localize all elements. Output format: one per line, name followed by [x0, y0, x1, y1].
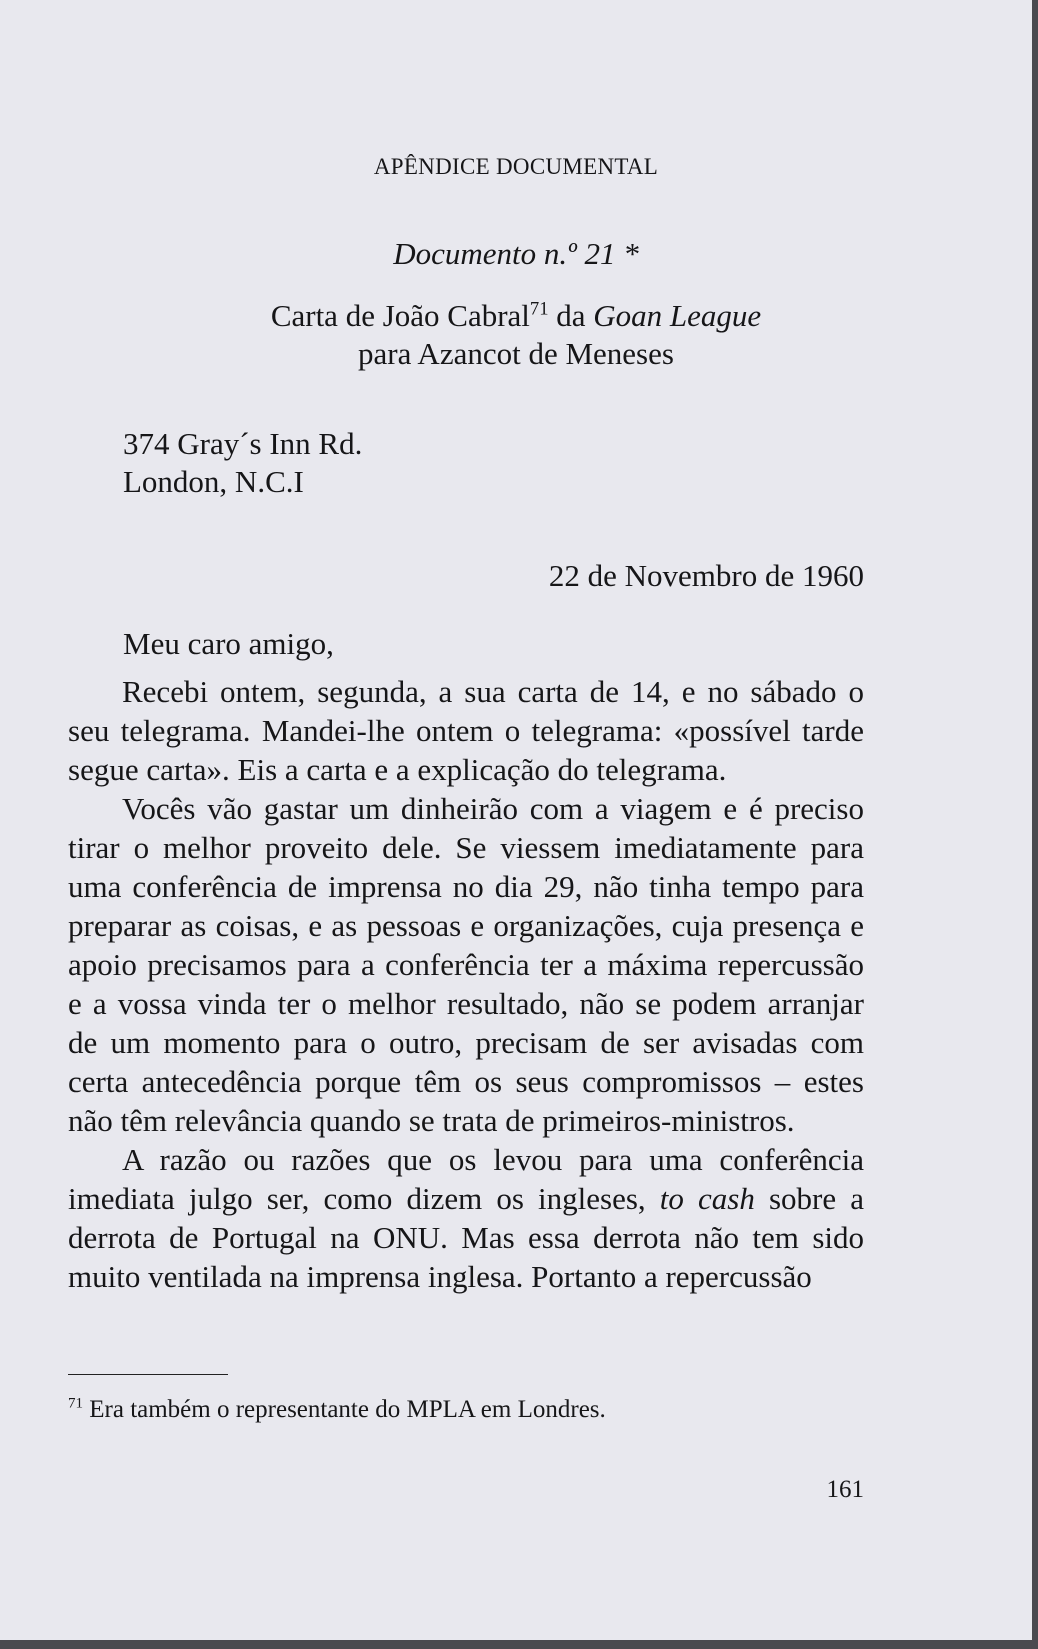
salutation: Meu caro amigo, — [123, 626, 334, 661]
sender-address-city: London, N.C.I — [123, 464, 304, 499]
paragraph-2: Vocês vão gastar um dinheirão com a viagem e é preciso tirar o melhor proveito dele. Se viessem imediatamente para uma conferência de imprensa no dia 29, não tinha tempo para preparar as coisas, e as pessoas e organizações, cuja presença e apoio precisamos para a conferência ter a máxima repercussão e a vossa vinda ter o melhor resultado, não se podem arranjar de um momento para o outro, precisam de ser avisadas com certa antecedência porque têm os seus compromissos – estes não têm relevância quando se trata de primeiros-ministros. — [68, 791, 864, 1138]
document-subtitle-line2: para Azancot de Meneses — [358, 336, 674, 371]
document-subtitle-line1 — [0, 298, 1032, 334]
running-header: APÊNDICE DOCUMENTAL — [373, 154, 659, 179]
footnote — [68, 1396, 606, 1424]
footnote-reference: 71 — [529, 298, 549, 320]
paragraph-3-text-b: sobre a derrota de Portugal na ONU. Mas essa derrota não tem sido muito ventilada na imprensa inglesa. Portanto a repercussão — [68, 1181, 864, 1294]
document-title: Documento n.º 21 * — [393, 236, 639, 271]
paragraph-1: Recebi ontem, segunda, a sua carta de 14, e no sábado o seu telegrama. Mandei-lhe ontem o telegrama: «possível tarde segue carta». Eis a carta e a explicação do telegrama. — [68, 674, 864, 787]
footnote-divider — [68, 1374, 228, 1375]
paragraph-3-italic: to cash — [659, 1181, 755, 1216]
page-number: 161 — [826, 1476, 864, 1503]
footnote-text: Era também o representante do MPLA em Londres. — [89, 1396, 606, 1423]
organization-name: Goan League — [593, 298, 762, 333]
paragraph-3 — [68, 1140, 864, 1296]
footnote-number: 71 — [68, 1395, 83, 1412]
letter-date: 22 de Novembro de 1960 — [548, 558, 864, 593]
letter-body — [68, 672, 864, 1296]
paragraph-3-text-a: A razão ou razões que os levou para uma conferência imediata julgo ser, como dizem os ingleses, — [68, 1142, 864, 1216]
subtitle-connector: da — [548, 298, 594, 333]
sender-address-street: 374 Gray´s Inn Rd. — [123, 426, 363, 461]
subtitle-text: Carta de João Cabral — [270, 298, 530, 333]
